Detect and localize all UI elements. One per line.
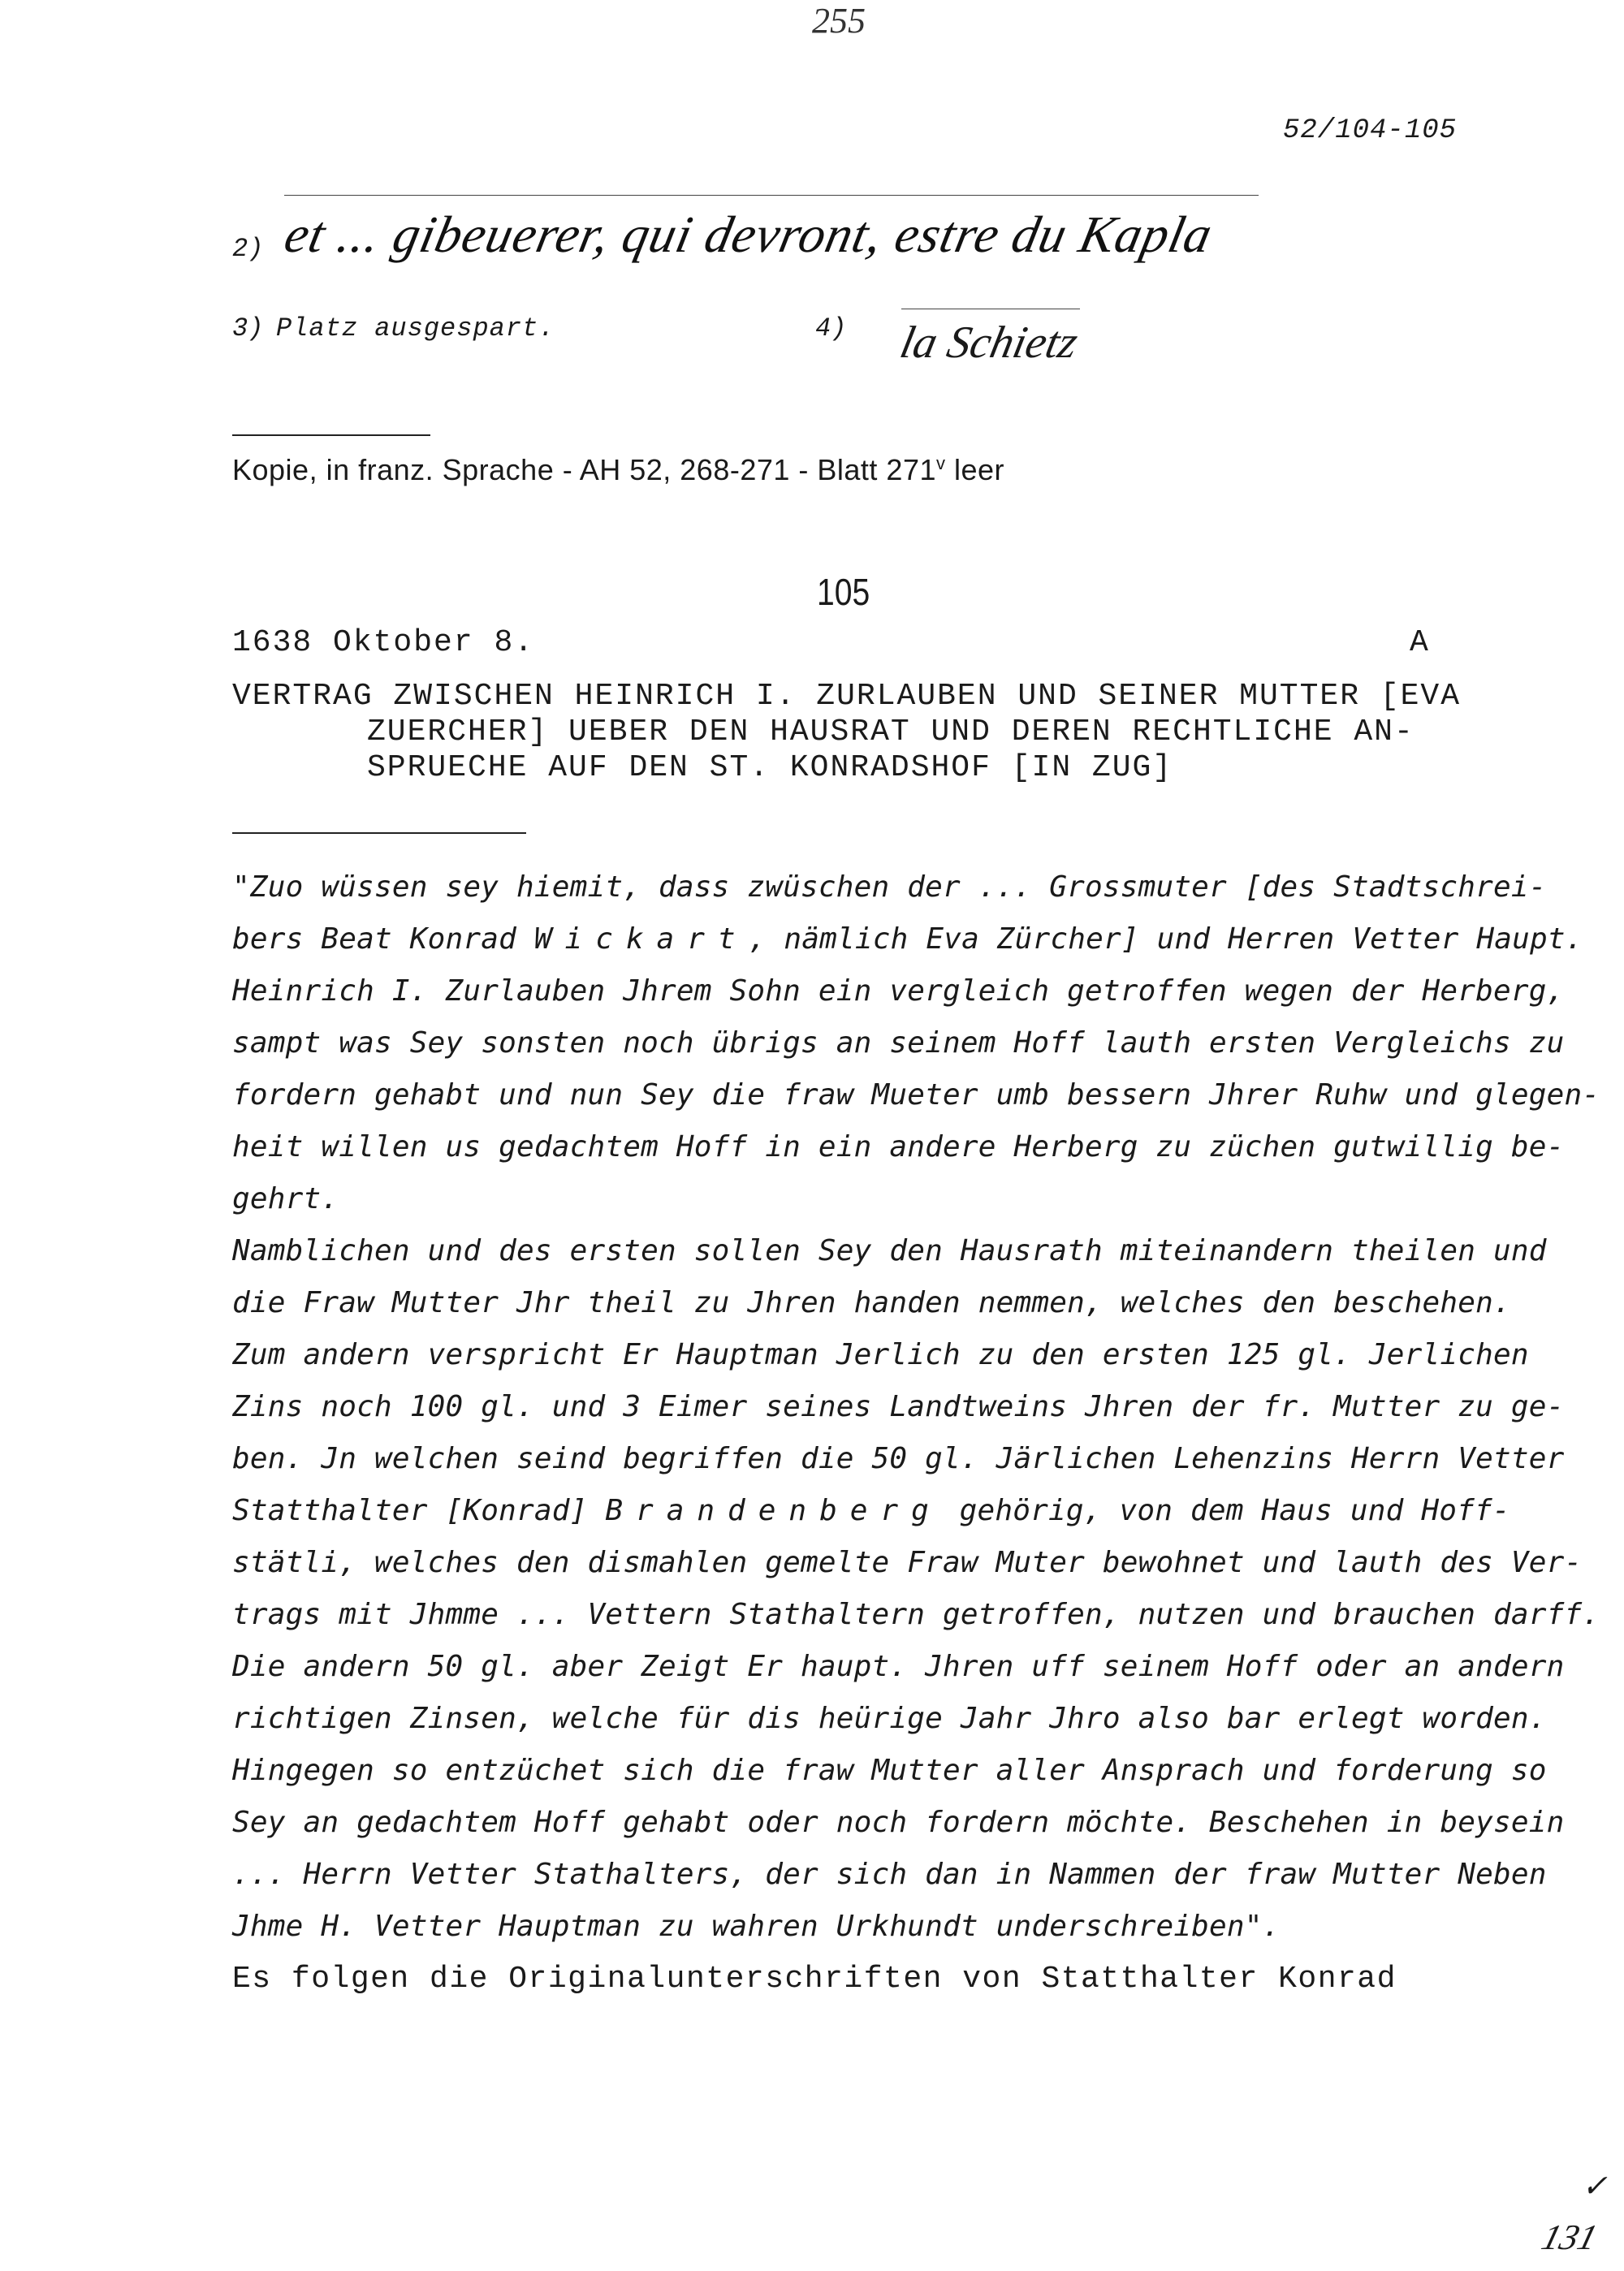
- body-line-2a: bers Beat Konrad: [232, 922, 534, 956]
- document-title-line-2: ZUERCHER] UEBER DEN HAUSRAT UND DEREN RECHTLICHE AN-: [367, 715, 1415, 749]
- document-date: 1638 Oktober 8.: [232, 625, 535, 660]
- source-line-suffix: leer: [945, 453, 1005, 486]
- body-line-19: Sey an gedachtem Hoff gehabt oder noch fordern möchte. Beschehen in beysein: [232, 1806, 1565, 1839]
- body-line-1: "Zuo wüssen sey hiemit, dass zwüschen der ... Grossmuter [des Stadtschrei-: [232, 870, 1547, 904]
- body-line-16: Die andern 50 gl. aber Zeigt Er haupt. Jhren uff seinem Hoff oder an andern: [232, 1650, 1565, 1683]
- name-wickart: Wickart: [533, 922, 749, 956]
- check-mark-icon: ✓: [1582, 2170, 1608, 2204]
- footnote-4-marker: 4): [815, 313, 847, 343]
- body-line-8: Namblichen und des ersten sollen Sey den Hausrath miteinandern theilen und: [232, 1234, 1547, 1267]
- footnote-3-text: Platz ausgespart.: [276, 313, 555, 343]
- body-line-13a: Statthalter [Konrad]: [232, 1494, 606, 1527]
- body-line-21: Jhme H. Vetter Hauptman zu wahren Urkhundt underschreiben".: [232, 1910, 1281, 1943]
- body-line-3: Heinrich I. Zurlauben Jhrem Sohn ein vergleich getroffen wegen der Herberg,: [232, 974, 1565, 1008]
- footnote-3-marker: 3): [232, 313, 264, 343]
- handwritten-folio-number: 131: [1537, 2217, 1602, 2257]
- name-brandenberg: Brandenberg: [605, 1494, 942, 1527]
- document-title-line-3: SPRUECHE AUF DEN ST. KONRADSHOF [IN ZUG]: [367, 750, 1173, 785]
- body-line-17: richtigen Zinsen, welche für dis heürige Jahr Jhro also bar erlegt worden.: [232, 1702, 1547, 1735]
- footnote-2-marker: 2): [232, 234, 264, 264]
- separator-rule-body: [232, 832, 526, 834]
- archive-reference: 52/104-105: [1283, 115, 1458, 146]
- body-line-18: Hingegen so entzüchet sich die fraw Mutter aller Ansprach und forderung so: [232, 1754, 1547, 1787]
- source-line-text: Kopie, in franz. Sprache - AH 52, 268-271 - Blatt 271: [232, 453, 936, 486]
- body-line-12: ben. Jn welchen seind begriffen die 50 gl. Järlichen Lehenzins Herrn Vetter: [232, 1442, 1565, 1475]
- handwritten-page-number: 255: [812, 1, 866, 41]
- body-line-10: Zum andern verspricht Er Hauptman Jerlich zu den ersten 125 gl. Jerlichen: [232, 1338, 1529, 1371]
- footnote-2-overline: [284, 195, 1259, 196]
- body-line-11: Zins noch 100 gl. und 3 Eimer seines Landtweins Jhren der fr. Mutter zu ge-: [232, 1390, 1565, 1423]
- body-line-9: die Fraw Mutter Jhr theil zu Jhren handen nemmen, welches den beschehen.: [232, 1286, 1511, 1319]
- source-line-superscript: v: [936, 453, 946, 473]
- body-line-2c: , nämlich Eva Zürcher] und Herren Vetter Haupt.: [748, 922, 1583, 956]
- source-line: [232, 453, 1004, 487]
- document-number: 105: [817, 571, 870, 613]
- body-line-4: sampt was Sey sonsten noch übrigs an seinem Hoff lauth ersten Vergleichs zu: [232, 1026, 1565, 1060]
- body-line-2: [232, 922, 1583, 956]
- body-line-13: [232, 1494, 1510, 1527]
- footnote-4-handwriting: la Schietz: [896, 317, 1082, 368]
- document-title-line-1: VERTRAG ZWISCHEN HEINRICH I. ZURLAUBEN UND SEINER MUTTER [EVA: [232, 679, 1462, 714]
- copy-letter: A: [1410, 625, 1430, 660]
- body-line-22: Es folgen die Originalunterschriften von Statthalter Konrad: [232, 1962, 1397, 1997]
- separator-rule-top: [232, 434, 430, 436]
- body-line-20: ... Herrn Vetter Stathalters, der sich dan in Nammen der fraw Mutter Neben: [232, 1858, 1547, 1891]
- body-line-13c: gehörig, von dem Haus und Hoff-: [941, 1494, 1510, 1527]
- footnote-2-handwriting: et ... gibeuerer, qui devront, estre du Kapla: [279, 205, 1218, 263]
- body-line-6: heit willen us gedachtem Hoff in ein andere Herberg zu züchen gutwillig be-: [232, 1130, 1565, 1164]
- body-line-5: fordern gehabt und nun Sey die fraw Mueter umb bessern Jhrer Ruhw und glegen-: [232, 1078, 1600, 1112]
- body-line-14: stätli, welches den dismahlen gemelte Fraw Muter bewohnet und lauth des Ver-: [232, 1546, 1583, 1579]
- body-line-15: trags mit Jhmme ... Vettern Stathaltern getroffen, nutzen und brauchen darff.: [232, 1598, 1600, 1631]
- body-line-7: gehrt.: [232, 1182, 339, 1215]
